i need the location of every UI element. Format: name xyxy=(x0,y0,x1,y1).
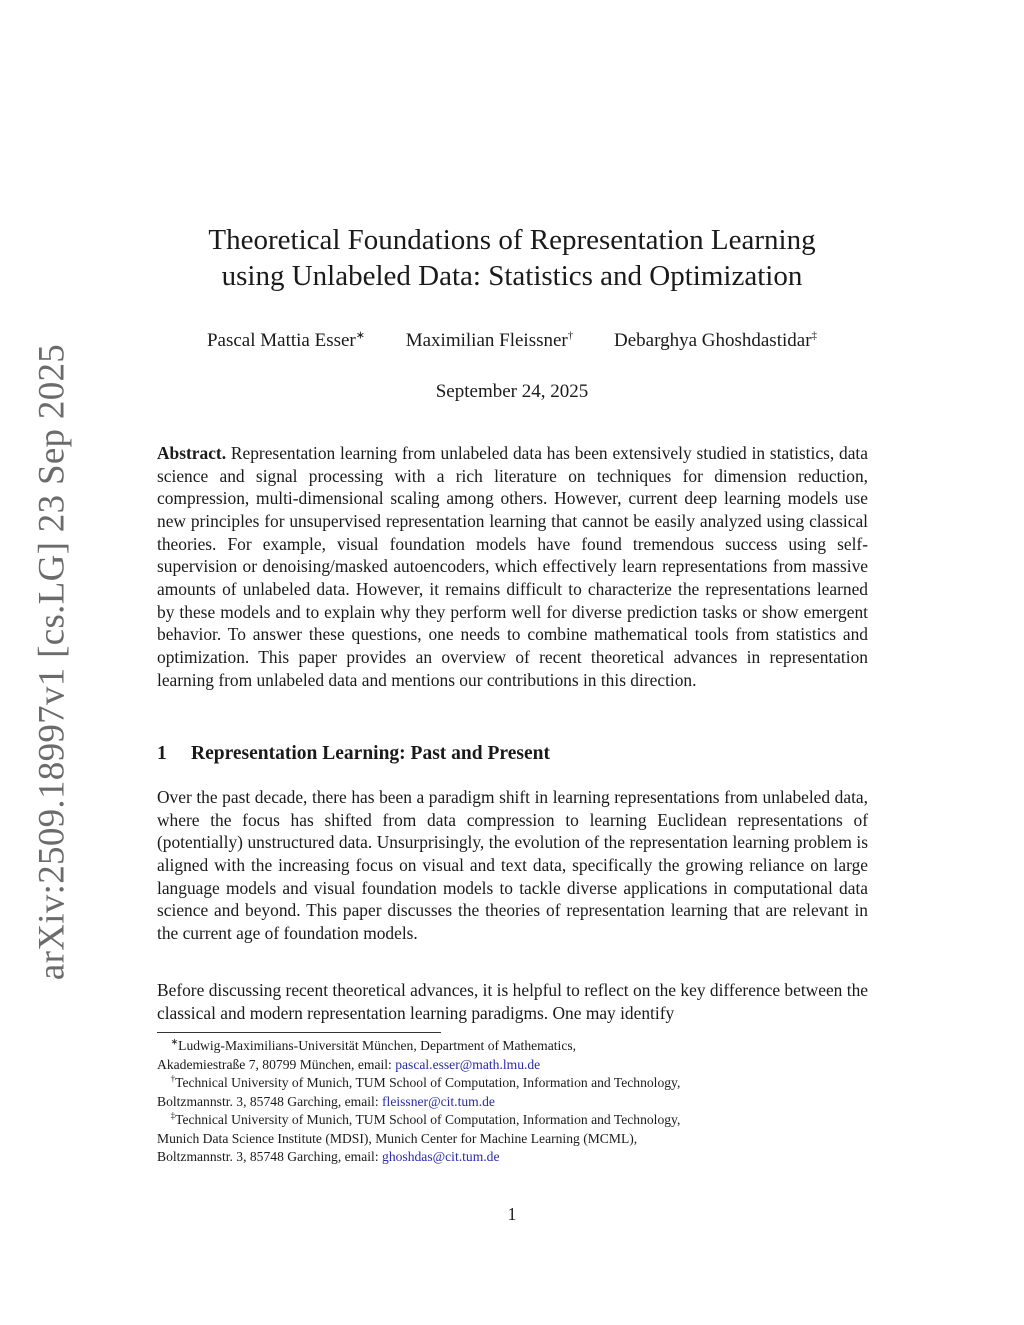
author-2 xyxy=(406,329,574,353)
footnote-address: Boltzmannstr. 3, 85748 Garching, email: xyxy=(157,1149,383,1164)
footnote-1 xyxy=(157,1037,868,1074)
footnote-2 xyxy=(157,1074,868,1111)
footnote-mark: ∗ xyxy=(170,1036,179,1047)
email-link[interactable]: fleissner@cit.tum.de xyxy=(382,1093,495,1109)
footnote-address: Boltzmannstr. 3, 85748 Garching, email: xyxy=(157,1093,383,1109)
author-footnote-mark: ∗ xyxy=(355,329,365,342)
section-heading xyxy=(157,743,550,765)
abstract-label: Abstract. xyxy=(157,443,227,463)
author-footnote-mark: ‡ xyxy=(811,329,818,342)
footnote-affiliation-2: Munich Data Science Institute (MDSI), Munich Center for Machine Learning (MCML), xyxy=(157,1130,638,1146)
email-link[interactable]: ghoshdas@cit.tum.de xyxy=(382,1149,500,1164)
arxiv-sidebar-stamp xyxy=(30,343,74,981)
page-number: 1 xyxy=(507,1204,517,1224)
author-name: Debarghya Ghoshdastidar xyxy=(614,330,812,351)
body-paragraph: Over the past decade, there has been a paradigm shift in learning representations from unlabeled data, where the focus has shifted from data compression to learning Euclidean representations of (potentially) unstructured data. Unsurprisingly, the evolution of the representation learning problem is aligned with the increasing focus on visual and text data, specifically the growing reliance on large language models and visual foundation models to tackle diverse applications in computational data science and beyond. This paper discusses the theories of representation learning that are relevant in the current age of foundation models. xyxy=(157,787,868,943)
paper-date: September 24, 2025 xyxy=(435,381,589,402)
section-title: Representation Learning: Past and Present xyxy=(191,743,550,764)
author-name: Pascal Mattia Esser xyxy=(206,330,356,351)
footnote-3 xyxy=(157,1111,868,1167)
author-3 xyxy=(614,329,817,353)
footnote-rule xyxy=(157,1032,441,1033)
body-paragraph: Before discussing recent theoretical advances, it is helpful to reflect on the key difference between the classical and modern representation learning paradigms. One may identify xyxy=(157,980,868,1023)
author-1 xyxy=(207,329,365,353)
abstract xyxy=(157,442,868,691)
title-line-2: using Unlabeled Data: Statistics and Optimization xyxy=(221,260,803,292)
abstract-text: Representation learning from unlabeled data has been extensively studied in statistics, data science and signal processing with a rich literature on techniques for dimension reduction, compression, multi-dimensional scaling among others. However, current deep learning models use new principles for unsupervised representation learning that cannot be easily analyzed using classical theories. For example, visual foundation models have found tremendous success using self-supervision or denoising/masked autoencoders, which effectively learn representations from massive amounts of unlabeled data. However, it remains difficult to characterize the representations learned by these models and to explain why they perform well for diverse prediction tasks or show emergent behavior. To answer these questions, one needs to combine mathematical tools from statistics and optimization. This paper provides an overview of recent theoretical advances in representation learning from unlabeled data and mentions our contributions in this direction. xyxy=(157,443,868,690)
footnote-affiliation: Ludwig-Maximilians-Universität München, Department of Mathematics, xyxy=(178,1038,577,1053)
footnote-affiliation: Technical University of Munich, TUM School of Computation, Information and Technology, xyxy=(175,1075,681,1090)
author-name: Maximilian Fleissner xyxy=(405,330,568,351)
arxiv-identifier: arXiv:2509.18997v1 [cs.LG] 23 Sep 2025 xyxy=(31,343,73,981)
author-list xyxy=(150,329,874,353)
footnote-mark: † xyxy=(170,1073,176,1084)
footnote-address: Akademiestraße 7, 80799 München, email: xyxy=(157,1056,396,1072)
paper-title xyxy=(150,222,874,294)
section-number: 1 xyxy=(157,743,167,764)
footnotes xyxy=(157,1037,868,1167)
title-line-1: Theoretical Foundations of Representation Learning xyxy=(208,224,816,256)
author-footnote-mark: † xyxy=(567,329,574,342)
footnote-mark: ‡ xyxy=(170,1110,176,1121)
footnote-affiliation: Technical University of Munich, TUM School of Computation, Information and Technology, xyxy=(175,1112,681,1127)
email-link[interactable]: pascal.esser@math.lmu.de xyxy=(395,1056,541,1072)
